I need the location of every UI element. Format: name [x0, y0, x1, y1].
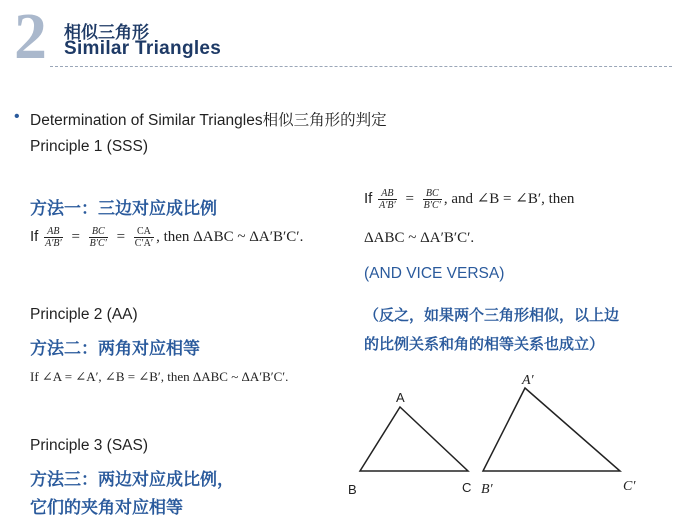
- fraction-ca: $\frac{CA}{C'A'}$: [134, 226, 154, 249]
- if-text: If: [30, 227, 39, 245]
- vice-versa-note: (AND VICE VERSA): [364, 265, 505, 282]
- equals-sign: =: [405, 190, 414, 207]
- vertex-label-a: A: [396, 390, 405, 405]
- fraction-ab: $\frac{AB}{A'B'}$: [379, 188, 396, 211]
- vertex-label-a-prime: A′: [522, 373, 534, 388]
- page-title-english: Similar Triangles: [64, 38, 222, 59]
- section-number: 2: [14, 0, 47, 73]
- principle-2-statement: If ∠A = ∠A′, ∠B = ∠B′, then ΔABC ~ ΔA′B′C′.: [30, 369, 289, 384]
- angle-condition-text: , and ∠B = ∠B′, then: [443, 190, 575, 207]
- method-3-chinese-line-2: 它们的夹角对应相等: [30, 498, 183, 517]
- principle-2-label: Principle 2 (AA): [30, 306, 138, 323]
- if-text: If: [364, 189, 373, 207]
- triangle-abc: [360, 407, 468, 471]
- fraction-ab: $\frac{AB}{A'B'}$: [45, 226, 62, 249]
- equals-sign: =: [116, 228, 126, 245]
- method-1-chinese: 方法一：三边对应成比例: [30, 199, 217, 218]
- conclusion-text: , then ΔABC ~ ΔA′B′C′.: [156, 228, 304, 245]
- equals-sign: =: [71, 228, 80, 245]
- vertex-label-b: B: [348, 482, 357, 497]
- method-3-chinese-line-1: 方法三：两边对应成比例，: [30, 470, 234, 489]
- fraction-bc: $\frac{BC}{B'C'}$: [89, 226, 107, 249]
- principle-3-label: Principle 3 (SAS): [30, 437, 149, 454]
- vertex-label-c-prime: C′: [623, 479, 636, 494]
- section-heading: Determination of Similar Triangles相似三角形的判定: [30, 112, 387, 129]
- triangle-a-prime-b-prime-c-prime: [483, 388, 620, 471]
- bullet-point: •: [14, 108, 20, 125]
- vice-versa-chinese-line-1: （反之，如果两个三角形相似，以上边: [364, 307, 620, 324]
- vice-versa-chinese-line-2: 的比例关系和角的相等关系也成立）: [364, 336, 605, 353]
- method-2-chinese: 方法二：两角对应相等: [30, 339, 200, 358]
- principle-1-label: Principle 1 (SSS): [30, 138, 149, 155]
- vertex-label-b-prime: B′: [481, 482, 493, 497]
- fraction-bc: $\frac{BC}{B'C'}$: [423, 188, 441, 211]
- vertex-label-c: C: [462, 480, 472, 495]
- sas-conclusion: ΔABC ~ ΔA′B′C′.: [364, 230, 475, 246]
- page-title-chinese: 相似三角形: [64, 23, 149, 42]
